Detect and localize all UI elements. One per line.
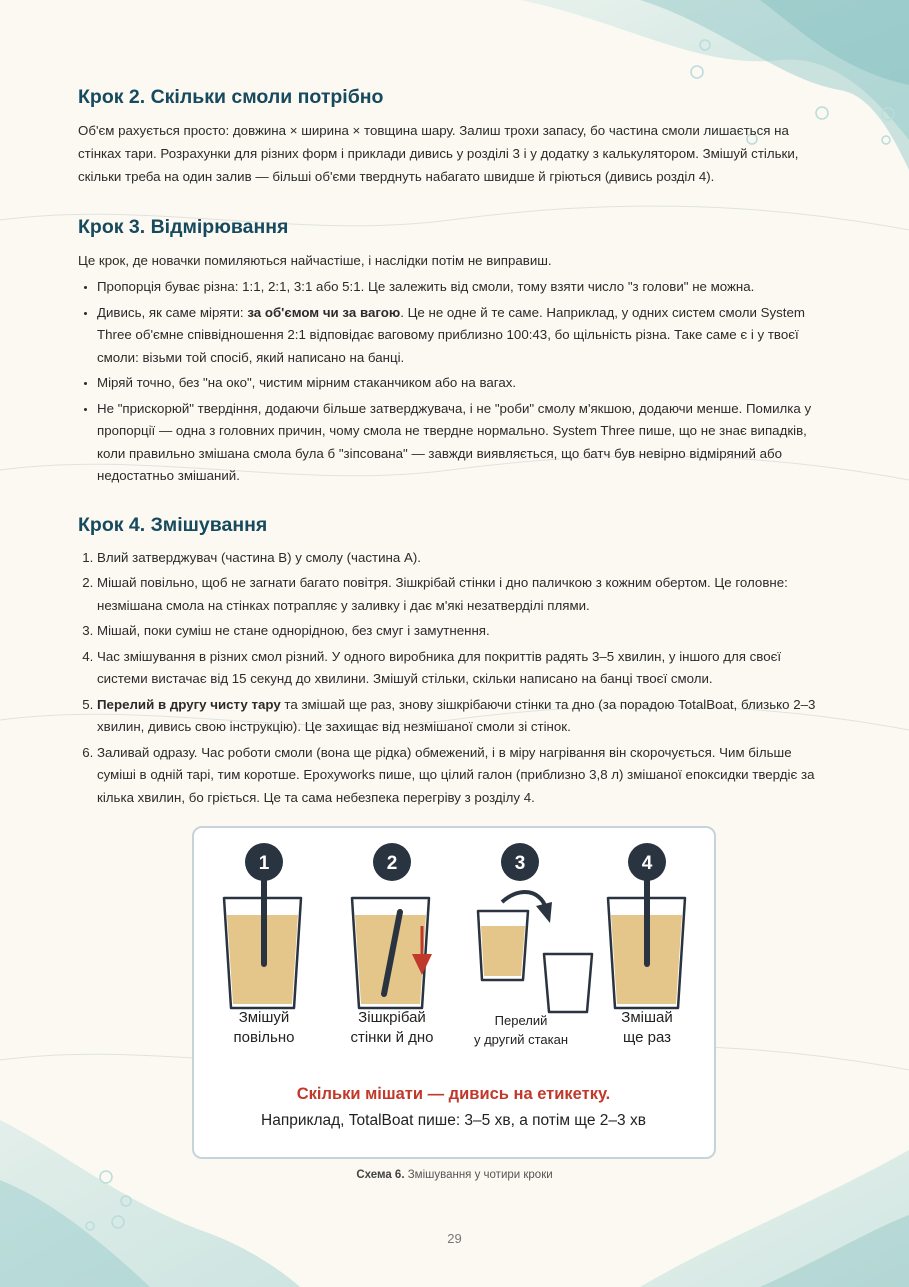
step-2-illustration	[352, 843, 432, 1008]
step-3-illustration	[478, 843, 592, 1012]
step-2-number: 2	[386, 853, 398, 874]
step3-section	[78, 214, 830, 488]
step2-section	[78, 84, 830, 188]
step3-intro: Це крок, де новачки помиляються найчастіше, і наслідки потім не виправиш.	[78, 253, 552, 268]
caption-text: Змішування у чотири кроки	[404, 1169, 553, 1181]
list-item: • Не "прискорюй" твердіння, додаючи більше затверджувача, і не "роби" смолу м'якшою, додаючи менше. Помилка у пропорції — одна з головних причин, чому смола не твердне нормально. System Three пише, що не знає випадків, коли правильно змішана смола була б "зіпсована" — завжди виявляється, що батч був невірно відміряний або недостатньо змішаний.	[97, 398, 830, 488]
list-item: 3. Мішай, поки суміш не стане однорідною, без смуг і замутнення.	[97, 620, 830, 643]
figure-caption	[0, 1169, 909, 1181]
diagram-warning: Скільки мішати — дивись на етикетку.	[296, 1085, 611, 1103]
list-item: 1. Влий затверджувач (частина B) у смолу (частина A).	[97, 547, 830, 570]
list-item: • Пропорція буває різна: 1:1, 2:1, 3:1 або 5:1. Це залежить від смоли, тому взяти число "з голови" не можна.	[97, 276, 830, 299]
cup-resin	[481, 926, 525, 976]
step-4-number: 4	[641, 853, 653, 874]
list-item: 5. Перелий в другу чисту тару та змішай ще раз, знову зішкрібаючи стінки та дно (за порадою TotalBoat, близько 2–3 хвилин, дивись свою інструкцію). Це захищає від незмішаної смоли зі стінок.	[97, 694, 830, 739]
step-1-number: 1	[258, 853, 270, 874]
mixing-diagram	[192, 826, 716, 1159]
step-3-number: 3	[514, 853, 526, 874]
step3-heading: Крок 3. Відмірювання	[78, 216, 289, 238]
step-2-label: Зішкрібай стінки й дно	[350, 1009, 434, 1046]
list-item: 6. Заливай одразу. Час роботи смоли (вона ще рідка) обмежений, і в міру нагрівання він скорочується. Чим більше суміші в одній тарі, тим коротше. Epoxyworks пише, що цілий галон (приблизно 3,8 л) змішаної епоксидки твердіє за кілька хвилин, бо гріється. Це та сама небезпека перегріву з розділу 4.	[97, 742, 830, 810]
caption-label: Схема 6.	[356, 1169, 405, 1181]
list-item: 2. Мішай повільно, щоб не загнати багато повітря. Зішкрібай стінки і дно паличкою з кожним обертом. Це головне: незмішана смола на стінках потрапляє у заливку і дає м'які незатверділі плями.	[97, 572, 830, 617]
step4-section	[78, 512, 830, 810]
list-item: • Дивись, як саме міряти: за об'ємом чи за вагою. Це не одне й те саме. Наприклад, у одних систем смоли System Three об'ємне співвідношення 2:1 відповідає ваговому приблизно 100:43, бо щільність різна. Таке саме є і у твоєї смоли: візьми той спосіб, який написано на банці.	[97, 302, 830, 370]
list-item: 4. Час змішування в різних смол різний. У одного виробника для покриттів радять 3–5 хвилин, у іншого для своєї системи вистачає від 15 секунд до хвилини. Змішуй стільки, скільки написано на банці твоєї смоли.	[97, 646, 830, 691]
step2-body: Об'єм рахується просто: довжина × ширина × товщина шару. Залиш трохи запасу, бо частина смоли лишається на стінках тари. Розрахунки для різних форм і приклади дивись у розділі 3 і у додатку з калькулятором. Змішуй стільки, скільки треба на один залив — більші об'єми тверднуть набагато швидше й гріються (дивись розділ 4).	[78, 123, 799, 184]
page-content	[78, 84, 830, 812]
step2-heading: Крок 2. Скільки смоли потрібно	[78, 86, 384, 108]
step-1-label: Змішуй повільно	[233, 1009, 295, 1046]
pour-arrow-head-icon	[536, 902, 552, 923]
step-4-label: Змішай ще раз	[621, 1009, 673, 1046]
page-number: 29	[447, 1231, 462, 1246]
empty-cup-icon	[544, 954, 592, 1012]
list-item: • Міряй точно, без "на око", чистим мірним стаканчиком або на вагах.	[97, 372, 830, 395]
step4-numbered-list	[78, 547, 830, 810]
mixing-diagram-art	[194, 828, 713, 1156]
step-1-illustration	[224, 843, 301, 1008]
step-3-label: Перелий у другий стакан	[473, 1013, 569, 1047]
diagram-example: Наприклад, TotalBoat пише: 3–5 хв, а потім ще 2–3 хв	[261, 1112, 646, 1129]
step-4-illustration	[608, 843, 685, 1008]
step4-heading: Крок 4. Змішування	[78, 513, 268, 536]
step3-bullet-list	[78, 276, 830, 488]
